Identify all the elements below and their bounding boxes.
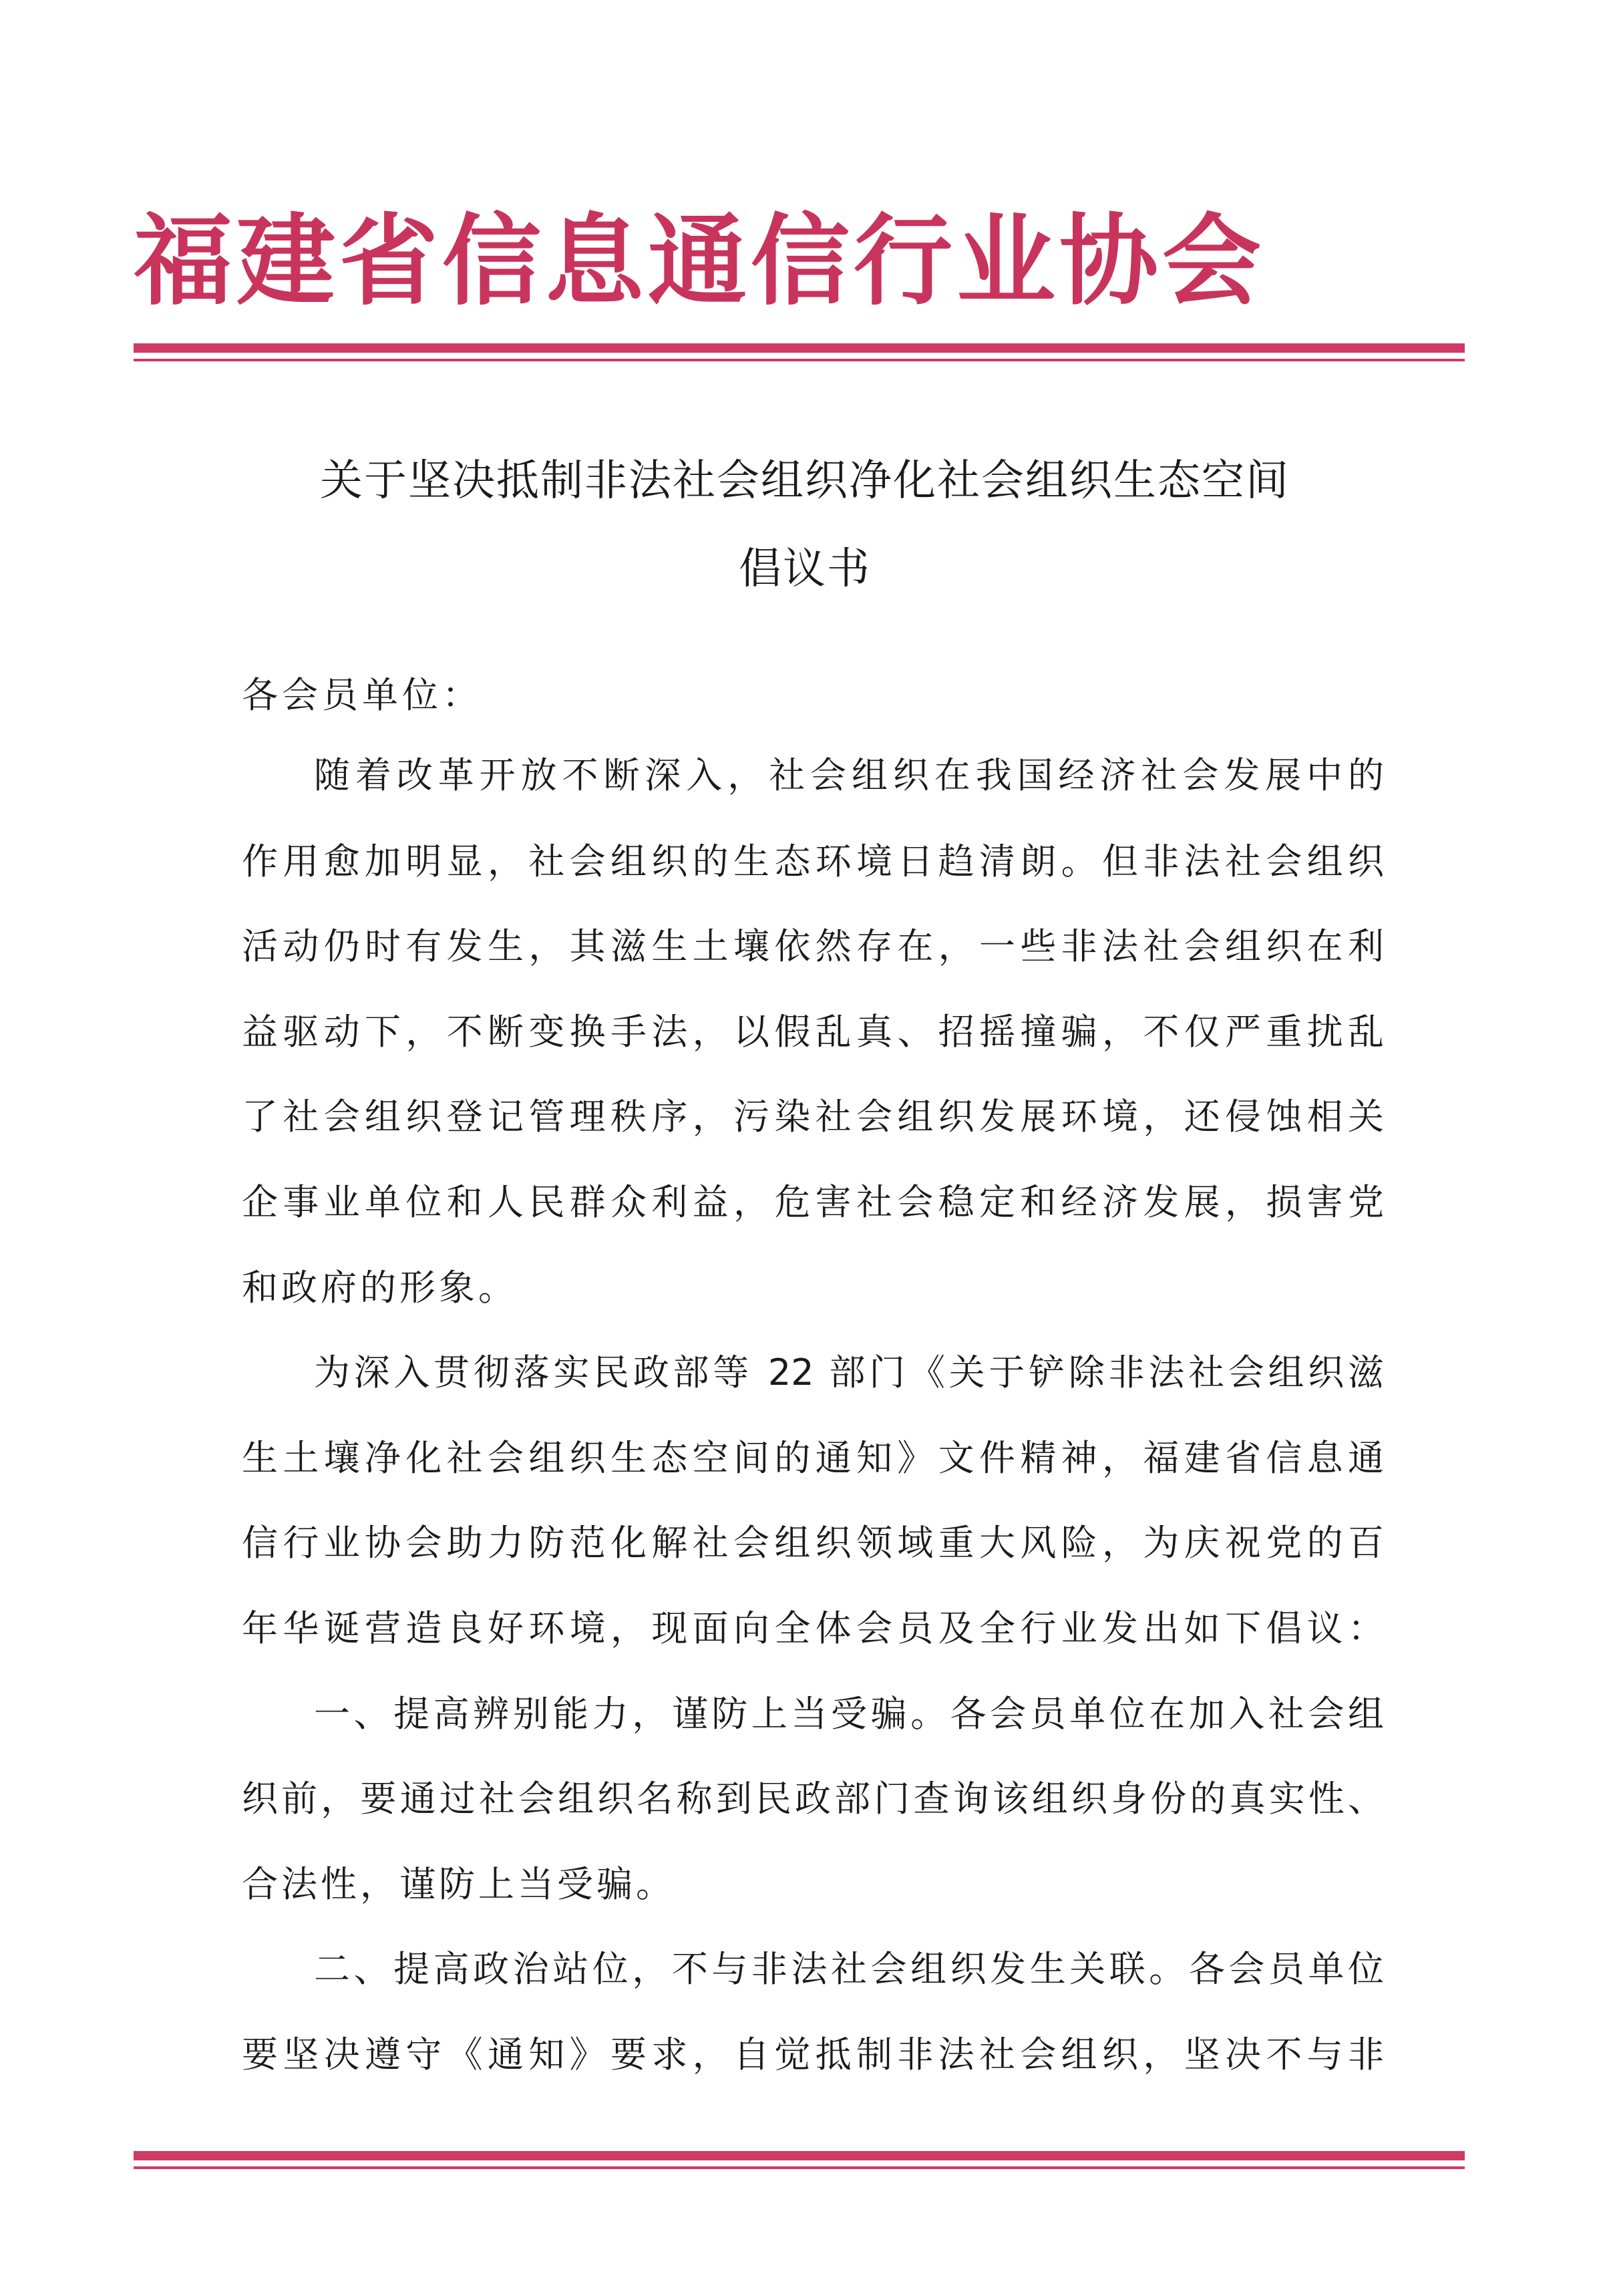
paragraph-1-line-1: 随着改革开放不断深入，社会组织在我国经济社会发展中的 xyxy=(314,754,1384,796)
paragraph-1-line-3: 活动仍时有发生，其滋生土壤依然存在，一些非法社会组织在利 xyxy=(242,925,1384,967)
paragraph-4-line-1: 二、提高政治站位，不与非法社会组织发生关联。各会员单位 xyxy=(314,1948,1384,1990)
divider-thin-line xyxy=(134,359,1465,361)
paragraph-2-line-1: 为深入贯彻落实民政部等 22 部门《关于铲除非法社会组织滋 xyxy=(314,1351,1384,1393)
paragraph-4-line-2: 要坚决遵守《通知》要求，自觉抵制非法社会组织，坚决不与非 xyxy=(242,2033,1384,2076)
paragraph-1-line-7: 和政府的形象。 xyxy=(242,1267,518,1309)
paragraph-1-line-2: 作用愈加明显，社会组织的生态环境日趋清朗。但非法社会组织 xyxy=(242,840,1384,882)
paragraph-2-line-4: 年华诞营造良好环境，现面向全体会员及全行业发出如下倡议： xyxy=(242,1607,1384,1649)
paragraph-2-line-3: 信行业协会助力防范化解社会组织领域重大风险，为庆祝党的百 xyxy=(242,1522,1384,1564)
paragraph-1-line-6: 企事业单位和人民群众利益，危害社会稳定和经济发展，损害党 xyxy=(242,1181,1384,1223)
footer-divider xyxy=(134,2151,1465,2169)
paragraph-3-line-1: 一、提高辨别能力，谨防上当受骗。各会员单位在加入社会组 xyxy=(314,1693,1384,1735)
paragraph-1-line-4: 益驱动下，不断变换手法，以假乱真、招摇撞骗，不仅严重扰乱 xyxy=(242,1011,1384,1053)
salutation: 各会员单位： xyxy=(242,674,482,716)
paragraph-1-line-5: 了社会组织登记管理秩序，污染社会组织发展环境，还侵蚀相关 xyxy=(242,1096,1384,1138)
paragraph-3-line-2: 织前，要通过社会组织名称到民政部门查询该组织身份的真实性、 xyxy=(242,1778,1384,1820)
divider-thick-line xyxy=(134,343,1465,353)
paragraph-3-line-3: 合法性，谨防上当受骗。 xyxy=(242,1863,675,1905)
footer-divider-thick-line xyxy=(134,2151,1465,2160)
document-title-line-2: 倡议书 xyxy=(739,544,871,594)
footer-divider-thin-line xyxy=(134,2166,1465,2169)
letterhead-divider xyxy=(134,343,1465,361)
paragraph-2-line-2: 生土壤净化社会组织生态空间的通知》文件精神，福建省信息通 xyxy=(242,1437,1384,1479)
letterhead-org-name: 福建省信息通信行业协会 xyxy=(134,202,1265,319)
document-title-line-1: 关于坚决抵制非法社会组织净化社会组织生态空间 xyxy=(320,456,1290,506)
